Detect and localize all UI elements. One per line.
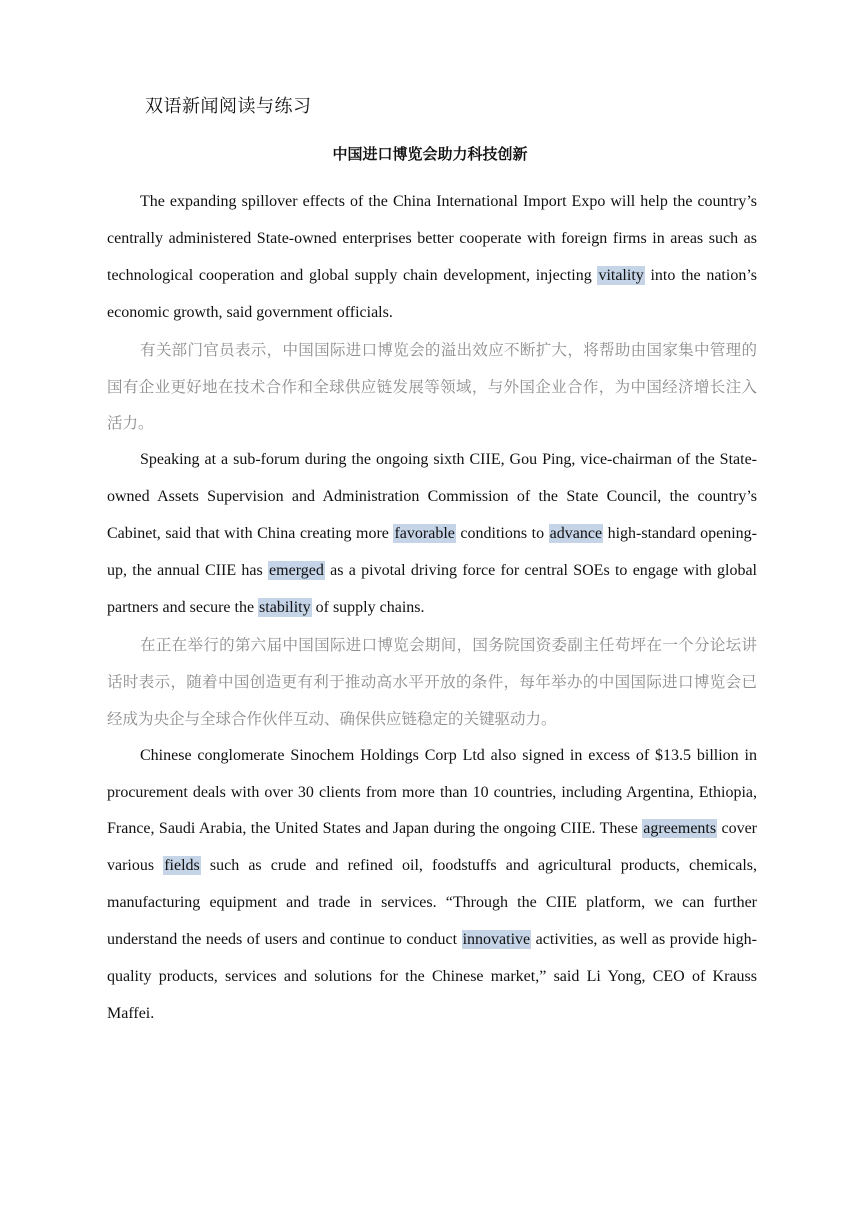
article-title: 中国进口博览会助力科技创新 xyxy=(332,145,528,163)
paragraph-text-segment: of supply chains. xyxy=(311,598,425,616)
english-paragraph-2 xyxy=(107,442,757,627)
english-paragraph-3 xyxy=(107,738,757,1033)
chinese-paragraph-2: 在正在举行的第六届中国国际进口博览会期间，国务院国资委副主任苟坪在一个分论坛讲话时表示，随着中国创造更有利于推动高水平开放的条件，每年举办的中国国际进口博览会已经成为央企与全球合作伙伴互动、确保供应链稳定的关键驱动力。 xyxy=(107,635,757,728)
highlighted-vocabulary-word: advance xyxy=(549,525,603,543)
paragraph-text-segment: activities, as well as provide high-quality products, services and solutions for the Chinese market,” said Li Yong, CEO of Krauss Maffei. xyxy=(107,931,757,1022)
paragraph-text-segment: high-standard opening-up, the annual CIIE has xyxy=(107,525,758,580)
paragraph-text-segment: Speaking at a sub-forum during the ongoing sixth CIIE, Gou Ping, vice-chairman of the State-owned Assets Supervision and Administration Commission of the State Council, the country’s Cabinet, said that with China creating more xyxy=(107,451,757,543)
highlighted-vocabulary-word: stability xyxy=(259,598,311,616)
highlighted-vocabulary-word: emerged xyxy=(269,562,324,580)
highlighted-vocabulary-word: fields xyxy=(164,857,200,875)
paragraph-text-segment: conditions to xyxy=(455,525,549,543)
paragraph-text-segment: into the nation’s economic growth, said government officials. xyxy=(107,266,757,321)
paragraph-text-segment: as a pivotal driving force for central SOEs to engage with global partners and secure the xyxy=(107,562,758,616)
highlighted-vocabulary-word: agreements xyxy=(643,820,717,838)
paragraph-text-segment: cover various xyxy=(107,820,758,875)
document-header: 双语新闻阅读与练习 xyxy=(145,96,312,117)
highlighted-vocabulary-word: favorable xyxy=(394,525,455,543)
article-body xyxy=(107,184,757,1033)
english-paragraph-1 xyxy=(107,184,757,332)
paragraph-text-segment: Chinese conglomerate Sinochem Holdings Corp Ltd also signed in excess of $13.5 billion in procurement deals with over 30 clients from more than 10 countries, including Argentina, Ethiopia, France, Saudi Arabia, the United States and Japan during the ongoing CIIE. These xyxy=(107,746,757,838)
highlighted-vocabulary-word: innovative xyxy=(462,931,531,949)
paragraph-text-segment: The expanding spillover effects of the China International Import Expo will help the country’s centrally administered State-owned enterprises better cooperate with foreign firms in areas such as technological cooperation and global supply chain development, injecting xyxy=(107,193,757,284)
chinese-paragraph-1: 有关部门官员表示，中国国际进口博览会的溢出效应不断扩大，将帮助由国家集中管理的国有企业更好地在技术合作和全球供应链发展等领域，与外国企业合作，为中国经济增长注入活力。 xyxy=(107,340,757,433)
paragraph-text-segment: such as crude and refined oil, foodstuffs and agricultural products, chemicals, manufacturing equipment and trade in services. “Through the CIIE platform, we can further understand the needs of users and continue to conduct xyxy=(107,857,757,949)
highlighted-vocabulary-word: vitality xyxy=(598,266,644,284)
